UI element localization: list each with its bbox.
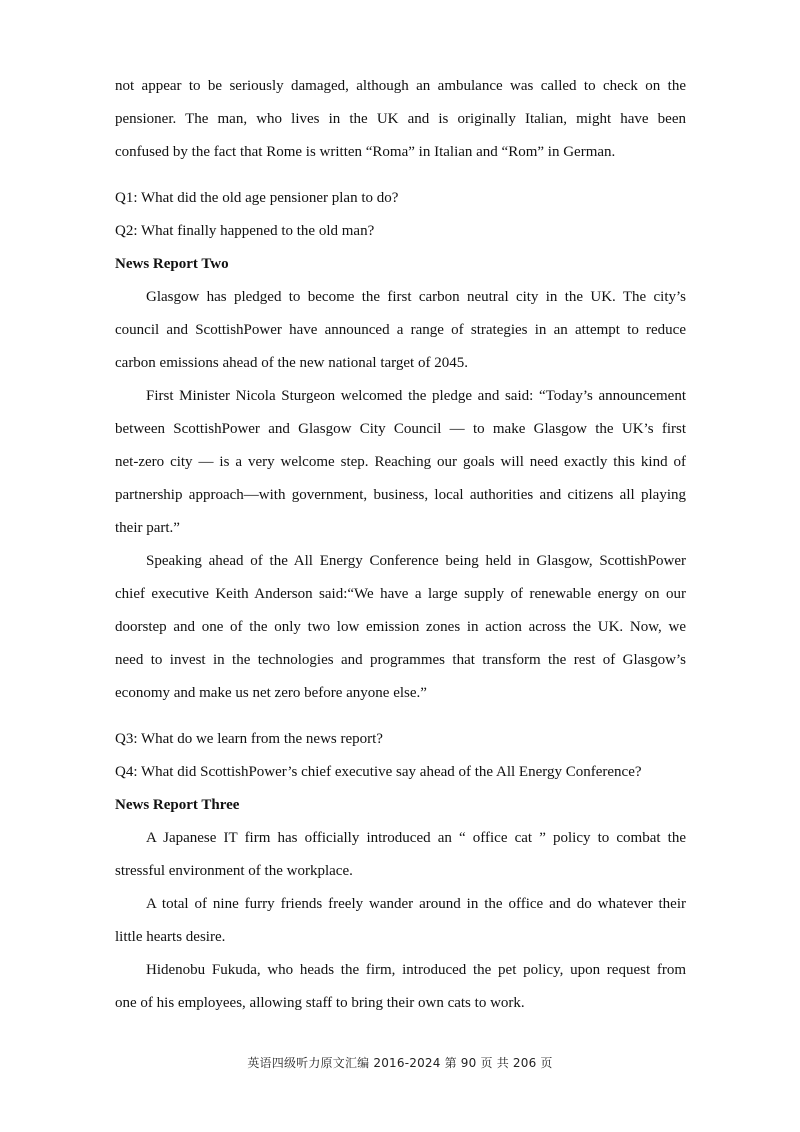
text-line: confused by the fact that Rome is written “Roma” in Italian and “Rom” in German. [115,144,616,160]
report-three-paragraph-3 [115,954,686,1020]
text-line: carbon emissions ahead of the new national target of 2045. [115,355,468,371]
text-line: A total of nine furry friends freely wander around in the office and do whatever their [146,896,686,912]
text-line: partnership approach—with government, business, local authorities and citizens all playing [115,487,686,503]
report-one-continuation [115,70,686,169]
text-line: First Minister Nicola Sturgeon welcomed the pledge and said: “Today’s announcement [146,388,686,404]
text-line: net-zero city — is a very welcome step. Reaching our goals will need exactly this kind of [115,454,686,470]
text-line: chief executive Keith Anderson said:“We have a large supply of renewable energy on our [115,586,686,602]
text-line: economy and make us net zero before anyone else.” [115,685,427,701]
text-line: between ScottishPower and Glasgow City Council — to make Glasgow the UK’s first [115,421,686,437]
text-line: Glasgow has pledged to become the first carbon neutral city in the UK. The city’s [146,289,686,305]
text-line: not appear to be seriously damaged, although an ambulance was called to check on the [115,78,686,94]
report-two-paragraph-2 [115,380,686,545]
text-line: Hidenobu Fukuda, who heads the firm, introduced the pet policy, upon request from [146,962,686,978]
text-line: A Japanese IT firm has officially introduced an “ office cat ” policy to combat the [146,830,686,846]
question-one: Q1: What did the old age pensioner plan to do? [115,190,399,206]
report-two-paragraph-3 [115,545,686,710]
text-line: their part.” [115,520,180,536]
text-line: doorstep and one of the only two low emission zones in action across the UK. Now, we [115,619,686,635]
document-page [115,70,686,1020]
news-report-two-heading: News Report Two [115,256,229,272]
report-three-paragraph-1 [115,822,686,888]
question-two: Q2: What finally happened to the old man? [115,223,375,239]
text-line: council and ScottishPower have announced a range of strategies in an attempt to reduce [115,322,686,338]
question-three: Q3: What do we learn from the news report? [115,731,383,747]
text-line: stressful environment of the workplace. [115,863,353,879]
page-footer: 英语四级听力原文汇编 2016-2024 第 90 页 共 206 页 [247,1056,553,1070]
text-line: one of his employees, allowing staff to bring their own cats to work. [115,995,525,1011]
text-line: Speaking ahead of the All Energy Conference being held in Glasgow, ScottishPower [146,553,686,569]
news-report-three-heading: News Report Three [115,797,240,813]
text-line: little hearts desire. [115,929,226,945]
report-three-paragraph-2 [115,888,686,954]
report-two-paragraph-1 [115,281,686,380]
text-line: pensioner. The man, who lives in the UK and is originally Italian, might have been [115,111,686,127]
text-line: need to invest in the technologies and programmes that transform the rest of Glasgow’s [115,652,686,668]
question-four: Q4: What did ScottishPower’s chief executive say ahead of the All Energy Conference? [115,764,642,780]
